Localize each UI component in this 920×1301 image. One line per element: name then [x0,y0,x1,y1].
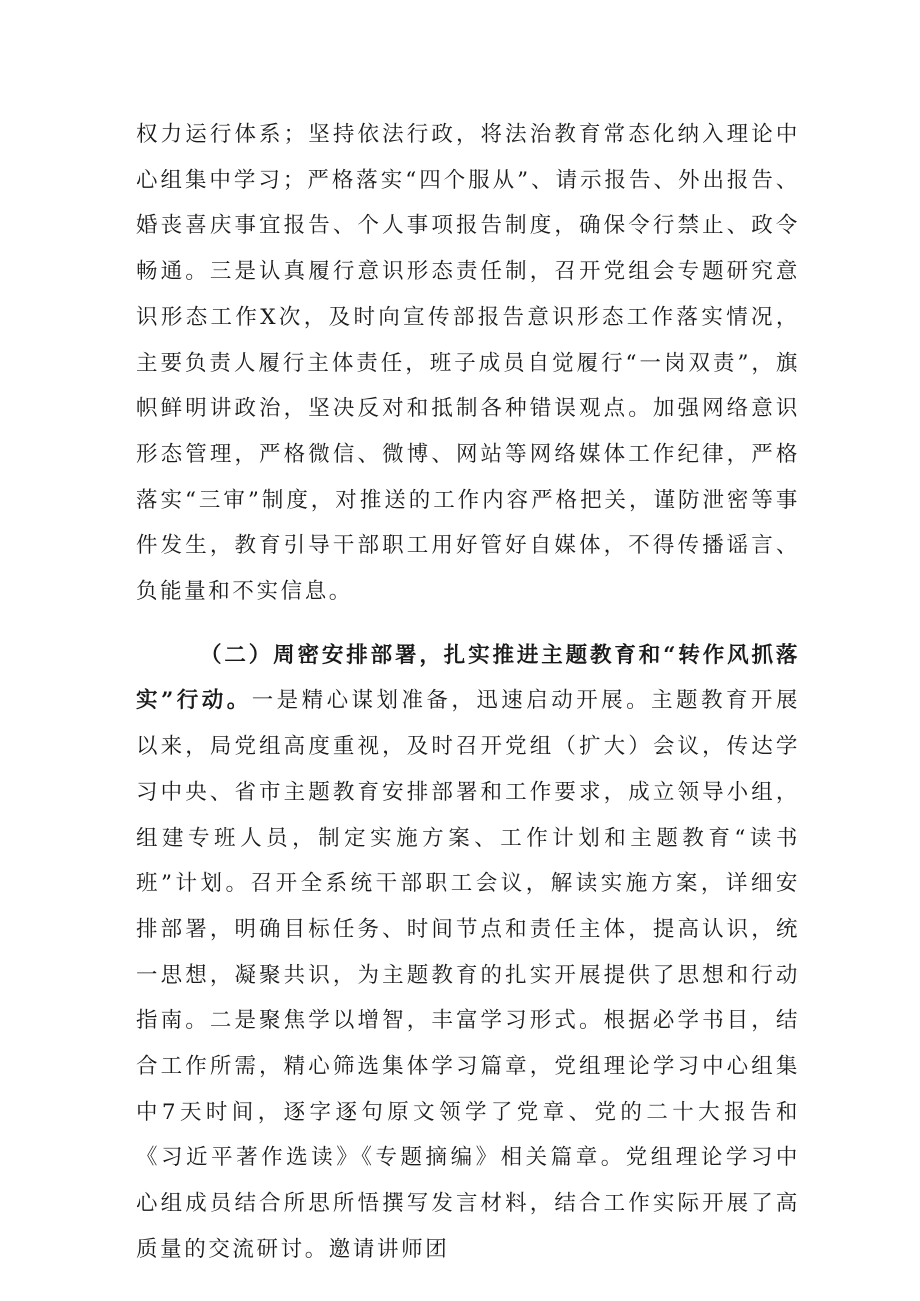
section-heading: （二）周密安排部署，扎实推进主题教育和“转作风抓落实”行动。 [136,642,800,714]
body-paragraph-1: 权力运行体系；坚持依法行政，将法治教育常态化纳入理论中心组集中学习；严格落实“四个服从”、请示报告、外出报告、婚丧喜庆事宜报告、个人事项报告制度，确保令行禁止、政令畅通。三是认真履行意识形态责任制，召开党组会专题研究意识形态工作X次，及时向宣传部报告意识形态工作落实情况，主要负责人履行主体责任，班子成员自觉履行“一岗双责”，旗帜鲜明讲政治，坚决反对和抵制各种错误观点。加强网络意识形态管理，严格微信、微博、网站等网络媒体工作纪律，严格落实“三审”制度，对推送的工作内容严格把关，谨防泄密等事件发生，教育引导干部职工用好管好自媒体，不得传播谣言、负能量和不实信息。 [136,122,800,605]
body-paragraph-2 [136,633,800,1273]
section-body-text: 一是精心谋划准备，迅速启动开展。主题教育开展以来，局党组高度重视，及时召开党组（扩大）会议，传达学习中央、省市主题教育安排部署和工作要求，成立领导小组，组建专班人员，制定实施方案、工作计划和主题教育“读书班”计划。召开全系统干部职工会议，解读实施方案，详细安排部署，明确目标任务、时间节点和责任主体，提高认识，统一思想，凝聚共识，为主题教育的扎实开展提供了思想和行动指南。二是聚焦学以增智，丰富学习形式。根据必学书目，结合工作所需，精心筛选集体学习篇章，党组理论学习中心组集中7天时间，逐字逐句原文领学了党章、党的二十大报告和《习近平著作选读》《专题摘编》相关篇章。党组理论学习中心组成员结合所思所悟撰写发言材料，结合工作实际开展了高质量的交流研讨。邀请讲师团 [136,688,800,1262]
